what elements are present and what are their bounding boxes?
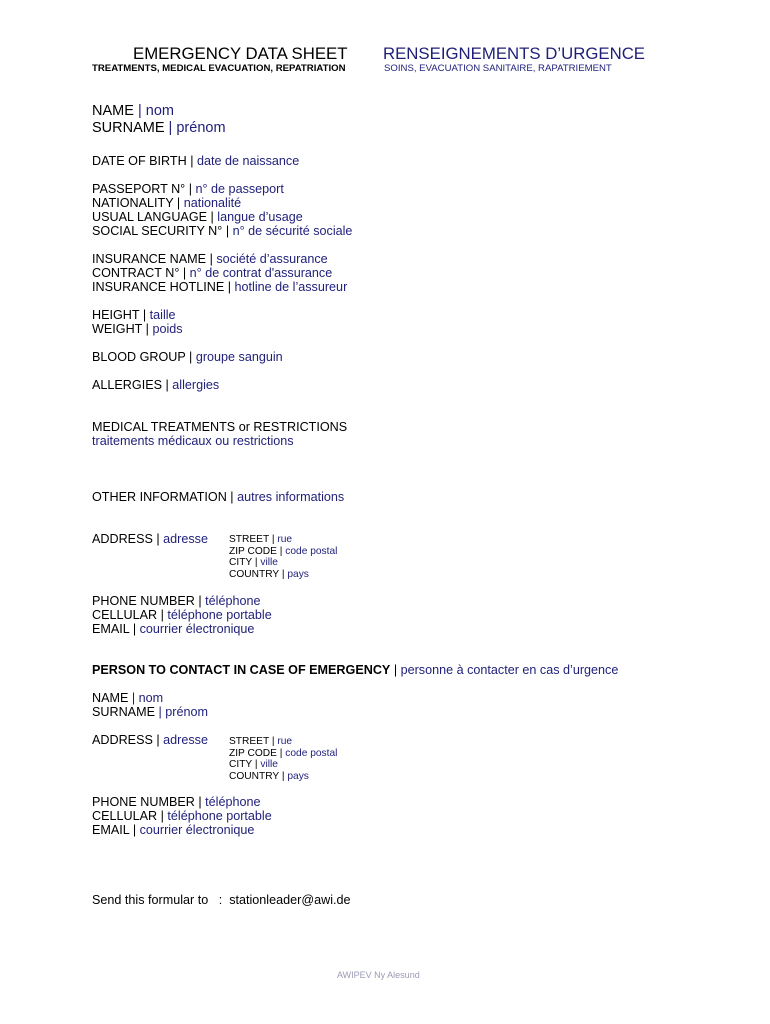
emergency-name-field: NAME | nom [92, 691, 164, 705]
emergency-email-field: EMAIL | courrier électronique [92, 823, 255, 837]
passport-field: PASSEPORT N° | n° de passeport [92, 182, 284, 196]
emergency-cellular-field: CELLULAR | téléphone portable [92, 809, 272, 823]
subtitle-fr: SOINS, EVACUATION SANITAIRE, RAPATRIEMENT [384, 63, 612, 74]
zip-code-field: ZIP CODE | code postal [229, 545, 338, 557]
city-field: CITY | ville [229, 557, 278, 568]
title-en: EMERGENCY DATA SHEET [133, 44, 348, 63]
station-leader-email: stationleader@awi.de [229, 893, 351, 907]
blood-group-field: BLOOD GROUP | groupe sanguin [92, 350, 283, 364]
title-fr: RENSEIGNEMENTS D’URGENCE [383, 44, 646, 63]
address-field: ADDRESS | adresse [92, 532, 208, 546]
weight-field: WEIGHT | poids [92, 322, 183, 336]
phone-number-field: PHONE NUMBER | téléphone [92, 594, 261, 608]
other-information-field: OTHER INFORMATION | autres informations [92, 490, 345, 504]
emergency-contact-heading: PERSON TO CONTACT IN CASE OF EMERGENCY | personne à contacter en cas d’urgence [92, 663, 619, 677]
insurance-name-field: INSURANCE NAME | société d’assurance [92, 252, 328, 266]
contract-field: CONTRACT N° | n° de contrat d'assurance [92, 266, 333, 280]
country-field: COUNTRY | pays [229, 568, 309, 580]
medical-treatments-label-fr: traitements médicaux ou restrictions [92, 434, 294, 448]
dob-field: DATE OF BIRTH | date de naissance [92, 154, 300, 168]
nationality-field: NATIONALITY | nationalité [92, 196, 242, 210]
social-security-field: SOCIAL SECURITY N° | n° de sécurité sociale [92, 224, 353, 238]
send-instructions: Send this formular to : stationleader@awi.de [92, 893, 351, 907]
street-field: STREET | rue [229, 534, 293, 545]
height-field: HEIGHT | taille [92, 308, 176, 322]
insurance-hotline-field: INSURANCE HOTLINE | hotline de l’assureur [92, 280, 348, 294]
name-field: NAME | nom [92, 103, 174, 119]
emergency-surname-field: SURNAME | prénom [92, 705, 208, 719]
language-field: USUAL LANGUAGE | langue d’usage [92, 210, 303, 224]
emergency-zip-code-field: ZIP CODE | code postal [229, 747, 338, 759]
emergency-country-field: COUNTRY | pays [229, 770, 309, 782]
emergency-street-field: STREET | rue [229, 736, 293, 747]
medical-treatments-label: MEDICAL TREATMENTS or RESTRICTIONS [92, 420, 348, 434]
allergies-field: ALLERGIES | allergies [92, 378, 220, 392]
emergency-city-field: CITY | ville [229, 759, 278, 770]
surname-field: SURNAME | prénom [92, 120, 226, 136]
email-field: EMAIL | courrier électronique [92, 622, 255, 636]
subtitle-en: TREATMENTS, MEDICAL EVACUATION, REPATRIATION [92, 63, 346, 74]
cellular-field: CELLULAR | téléphone portable [92, 608, 272, 622]
emergency-address-field: ADDRESS | adresse [92, 733, 208, 747]
emergency-phone-number-field: PHONE NUMBER | téléphone [92, 795, 261, 809]
footer-organization: AWIPEV Ny Alesund [337, 970, 420, 980]
